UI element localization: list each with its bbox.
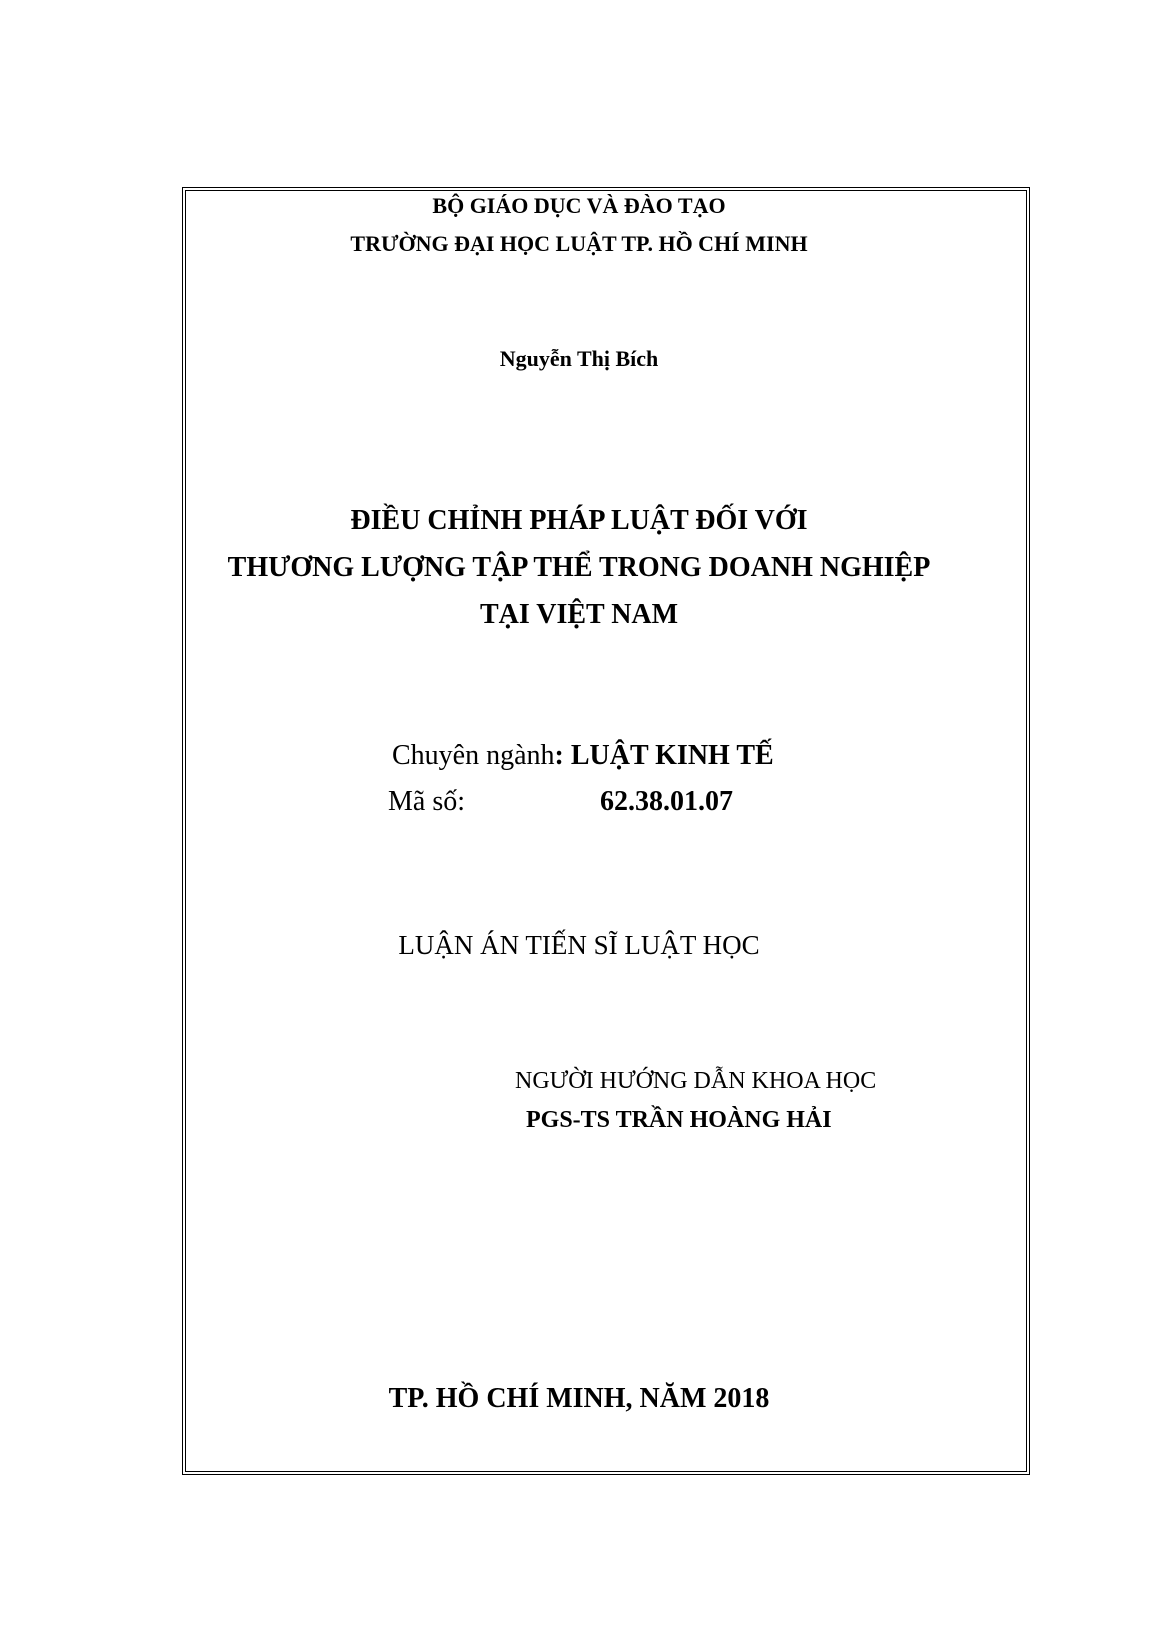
thesis-title-line-3: TẠI VIỆT NAM — [479, 599, 679, 630]
advisor-label: NGƯỜI HƯỚNG DẪN KHOA HỌC — [515, 1068, 877, 1094]
specialization-colon: : — [554, 740, 571, 771]
thesis-title-line-1: ĐIỀU CHỈNH PHÁP LUẬT ĐỐI VỚI — [350, 505, 808, 536]
university-heading: TRƯỜNG ĐẠI HỌC LUẬT TP. HỒ CHÍ MINH — [350, 231, 808, 256]
specialization-label: Chuyên ngành — [392, 740, 555, 771]
advisor-name: PGS-TS TRẦN HOÀNG HẢI — [526, 1107, 832, 1133]
specialization-value: LUẬT KINH TẾ — [570, 740, 774, 771]
thesis-title-line-2: THƯƠNG LƯỢNG TẬP THỂ TRONG DOANH NGHIỆP — [227, 552, 931, 583]
author-name: Nguyễn Thị Bích — [499, 346, 659, 371]
code-value: 62.38.01.07 — [600, 786, 733, 817]
code-label: Mã số: — [388, 786, 465, 817]
place-and-year: TP. HỒ CHÍ MINH, NĂM 2018 — [388, 1383, 770, 1414]
page-border-inner — [185, 190, 1027, 1472]
specialization-row — [392, 740, 774, 772]
degree-title: LUẬN ÁN TIẾN SĨ LUẬT HỌC — [398, 930, 760, 960]
ministry-heading: BỘ GIÁO DỤC VÀ ĐÀO TẠO — [432, 193, 726, 218]
